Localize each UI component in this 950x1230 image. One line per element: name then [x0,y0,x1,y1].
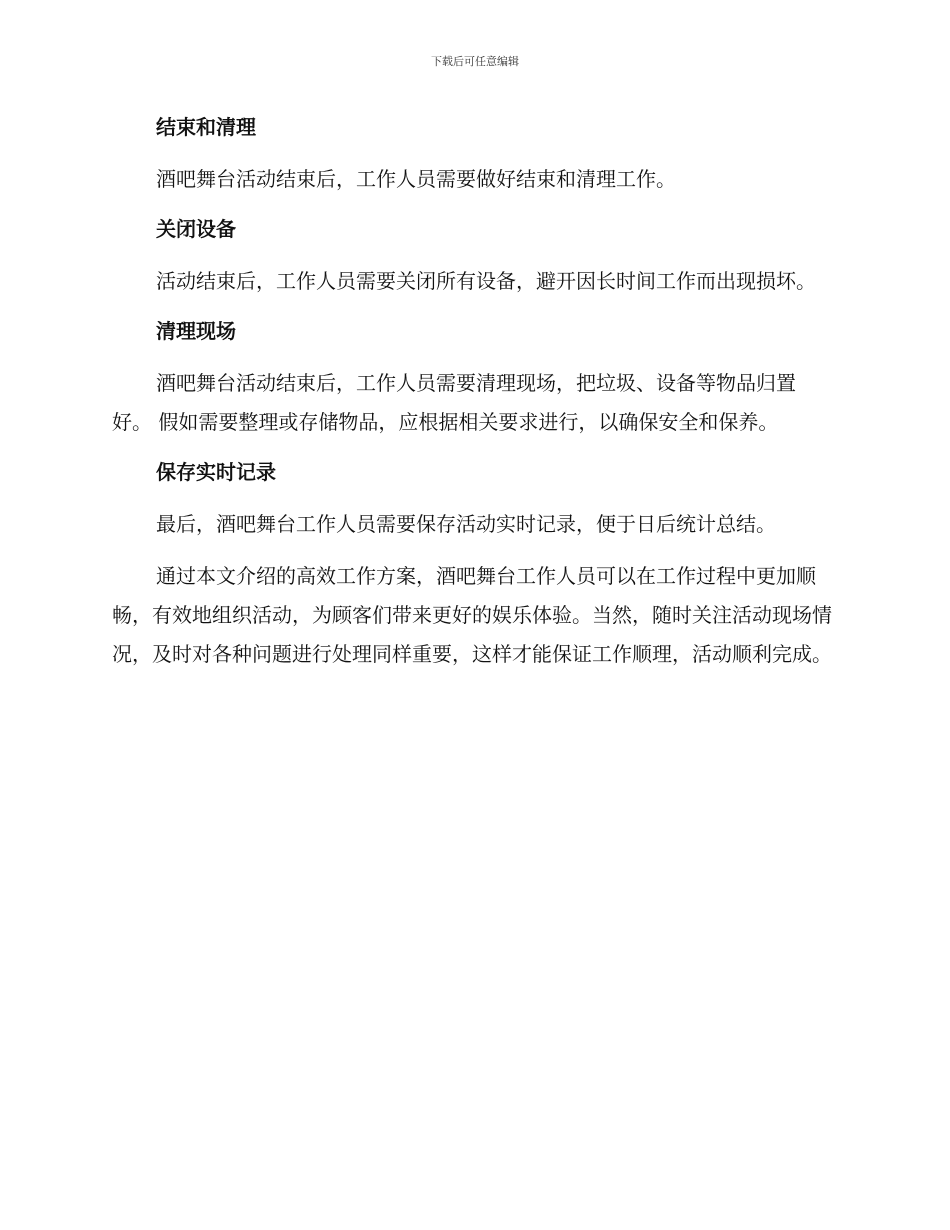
section-heading-clean-venue: 清理现场 [156,319,236,343]
paragraph-clean-venue: 酒吧舞台活动结束后，工作人员需要清理现场，把垃圾、设备等物品归置好。 假如需要整理或存储物品，应根据相关要求进行，以确保安全和保养。 [112,371,796,434]
paragraph-save-records: 最后，酒吧舞台工作人员需要保存活动实时记录，便于日后统计总结。 [156,512,776,536]
paragraph-shutdown-equipment: 活动结束后，工作人员需要关闭所有设备，避开因长时间工作而出现损坏。 [156,269,816,293]
section-heading-end-and-cleanup: 结束和清理 [156,115,256,139]
section-heading-shutdown-equipment: 关闭设备 [156,217,236,241]
header-note: 下载后可任意编辑 [431,55,519,68]
paragraph-conclusion: 通过本文介绍的高效工作方案，酒吧舞台工作人员可以在工作过程中更加顺畅，有效地组织活动，为顾客们带来更好的娱乐体验。当然，随时关注活动现场情况，及时对各种问题进行处理同样重要，这样才能保证工作顺理，活动顺利完成。 [112,564,832,666]
paragraph-end-and-cleanup: 酒吧舞台活动结束后，工作人员需要做好结束和清理工作。 [156,167,676,191]
document-body [112,110,832,674]
section-heading-save-records: 保存实时记录 [156,460,276,484]
